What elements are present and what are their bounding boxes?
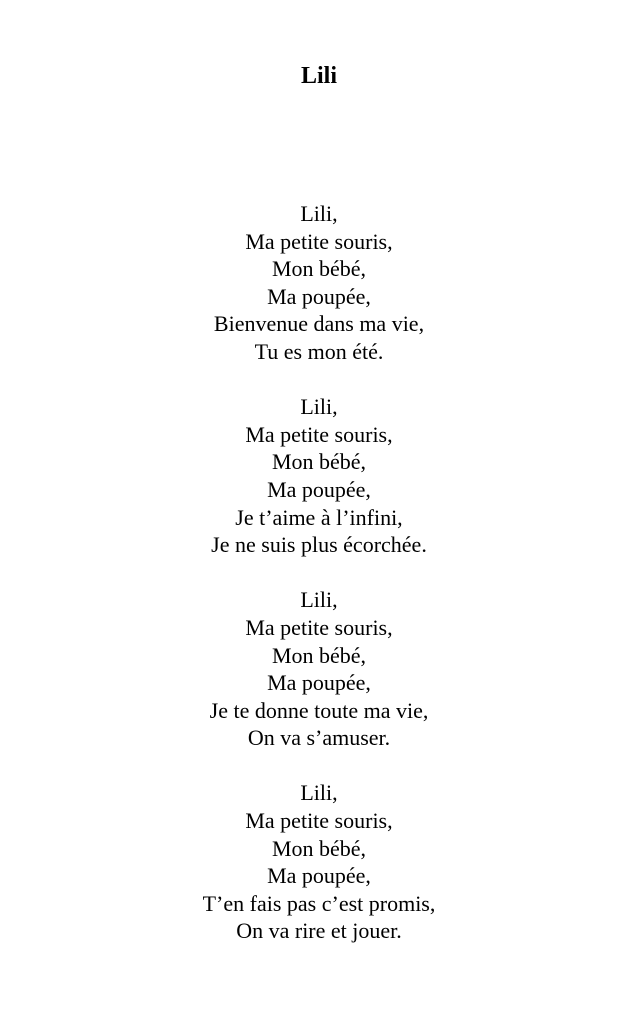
poem-line: Ma petite souris, — [245, 808, 393, 834]
poem-line: On va s’amuser. — [247, 725, 391, 751]
poem-line: Lili, — [300, 394, 338, 420]
poem-line: Bienvenue dans ma vie, — [213, 311, 425, 337]
poem-line: Mon bébé, — [271, 642, 367, 668]
poem-line: Ma petite souris, — [245, 228, 393, 254]
poem-line: Ma petite souris, — [245, 421, 393, 447]
poem-line: Je te donne toute ma vie, — [209, 697, 429, 723]
poem-line: Lili, — [300, 780, 338, 806]
poem-line: Ma poupée, — [267, 670, 371, 696]
poem-line: Tu es mon été. — [254, 338, 384, 364]
poem-line: Mon bébé, — [271, 835, 367, 861]
poem-line: Lili, — [300, 587, 338, 613]
poem-line: Ma poupée, — [267, 283, 371, 309]
poem-line: Je t’aime à l’infini, — [235, 504, 403, 530]
poem-line: Mon bébé, — [271, 449, 367, 475]
poem-line: T’en fais pas c’est promis, — [202, 890, 436, 916]
stanza — [0, 200, 638, 366]
poem-line: Ma poupée, — [267, 863, 371, 889]
poem-title: Lili — [300, 63, 337, 89]
poem-line: Ma poupée, — [267, 476, 371, 502]
stanza — [0, 393, 638, 559]
poem-line: Mon bébé, — [271, 256, 367, 282]
poem-line: Lili, — [300, 201, 338, 226]
poem-body — [0, 200, 638, 973]
poem-line: Ma petite souris, — [245, 614, 393, 640]
poem-line: On va rire et jouer. — [236, 918, 402, 944]
stanza — [0, 586, 638, 752]
poem-line: Je ne suis plus écorchée. — [211, 532, 427, 558]
stanza — [0, 779, 638, 945]
